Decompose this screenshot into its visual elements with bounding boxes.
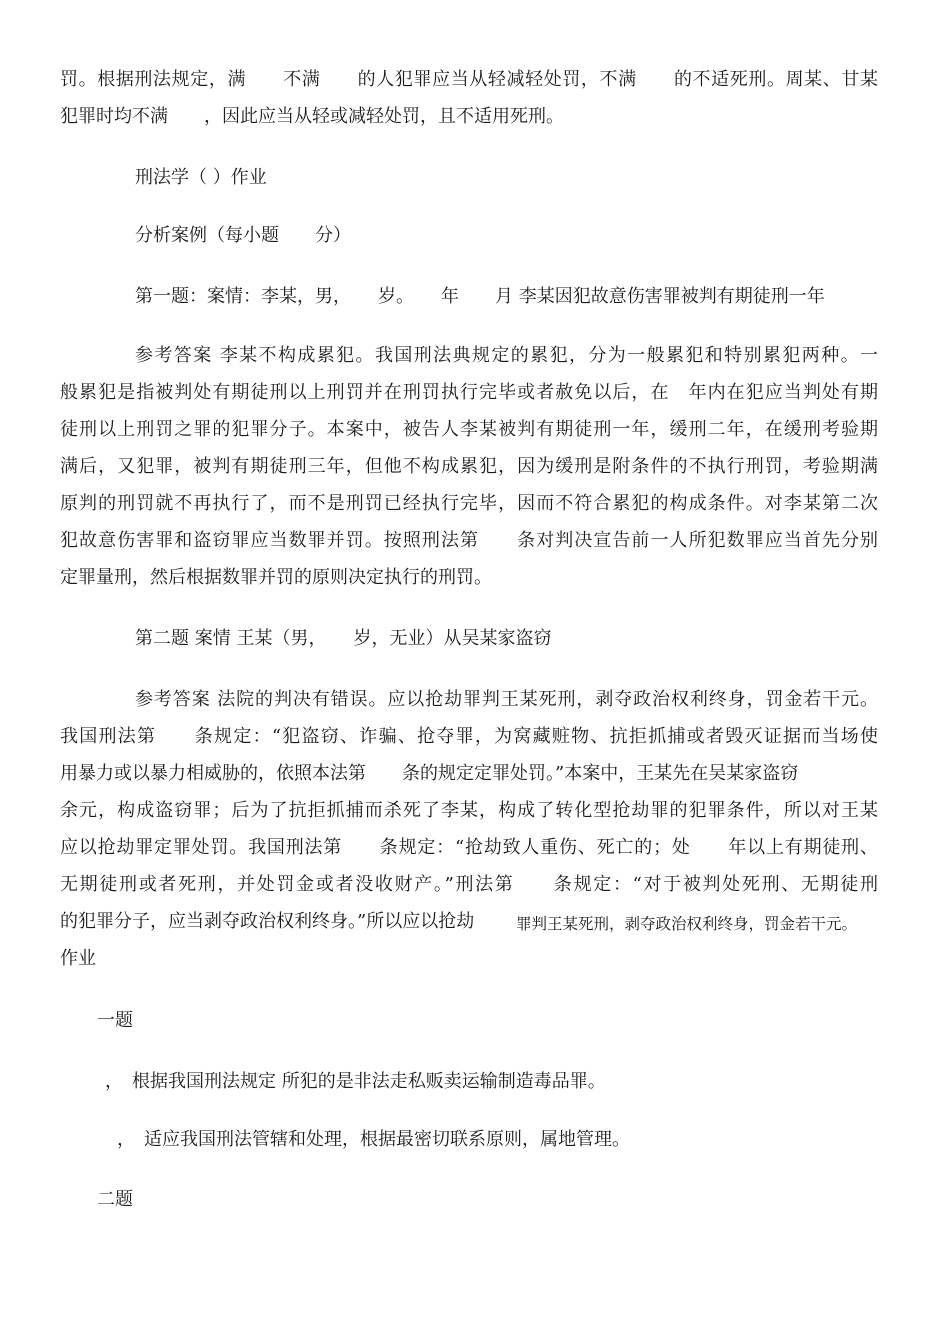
text-line: 徒刑以上刑罚之罪的犯罪分子。本案中，被告人李某被判有期徒刑一年，缓刑二年，在缓刑考验期 (60, 419, 878, 440)
text-line: 参考答案 李某不构成累犯。我国刑法典规定的累犯，分为一般累犯和特别累犯两种。一 (135, 345, 878, 366)
section-subtitle: 分析案例（每小题 分） (135, 225, 351, 246)
text-line: 无期徒刑或者死刑，并处罚金或者没收财产。”刑法第 条规定：“对于被判处死刑、无期徒刑 (60, 874, 878, 895)
text-line: 定罪量刑，然后根据数罪并罚的原则决定执行的刑罚。 (60, 567, 492, 588)
question-heading: 第二题 案情 王某（男， 岁，无业）从吴某家盗窃 (135, 628, 552, 649)
text-line: 作业 (60, 948, 96, 969)
text-line: 用暴力或以暴力相威胁的，依照本法第 条的规定定罪处罚。”本案中，王某先在吴某家盗窃 (60, 763, 799, 784)
answer-item: ， 根据我国刑法规定 所犯的是非法走私贩卖运输制造毒品罪。 (105, 1071, 606, 1092)
text-line: 原判的刑罚就不再执行了，而不是刑罚已经执行完毕，因而不符合累犯的构成条件。对李某第二次 (60, 493, 878, 514)
text-line: 的犯罪分子，应当剥夺政治权利终身。”所以应以抢劫 (60, 911, 475, 932)
text-line: 犯罪时均不满 ，因此应当从轻或减轻处罚，且不适用死刑。 (60, 106, 564, 127)
section-heading: 二题 (97, 1189, 133, 1210)
text-line: 般累犯是指被判处有期徒刑以上刑罚并在刑罚执行完毕或者赦免以后，在 年内在犯应当判处有期 (60, 382, 878, 403)
text-line: 我国刑法第 条规定：“犯盗窃、诈骗、抢夺罪，为窝藏赃物、抗拒抓捕或者毁灭证据而当场使 (60, 726, 878, 747)
text-line: 犯故意伤害罪和盗窃罪应当数罪并罚。按照刑法第 条对判决宣告前一人所犯数罪应当首先分别 (60, 530, 878, 551)
answer-item: ， 适应我国刑法管辖和处理，根据最密切联系原则，属地管理。 (117, 1129, 630, 1150)
text-line: 罚。根据刑法规定，满 不满 的人犯罪应当从轻减轻处罚，不满 的不适死刑。周某、甘某 (60, 69, 878, 90)
text-line-small: 罪判王某死刑，剥夺政治权利终身，罚金若干元。 (516, 915, 858, 933)
text-line: 满后，又犯罪，被判有期徒刑三年，但他不构成累犯，因为缓刑是附条件的不执行刑罚，考验期满 (60, 456, 878, 477)
section-title: 刑法学（ ）作业 (135, 167, 267, 188)
question-heading: 第一题：案情：李某，男， 岁。 年 月 李某因犯故意伤害罪被判有期徒刑一年 (135, 286, 825, 307)
text-line: 余元，构成盗窃罪；后为了抗拒抓捕而杀死了李某，构成了转化型抢劫罪的犯罪条件，所以对王某 (60, 800, 878, 821)
text-line: 应以抢劫罪定罪处罚。我国刑法第 条规定：“抢劫致人重伤、死亡的；处 年以上有期徒刑、 (60, 837, 878, 858)
text-line: 参考答案 法院的判决有错误。应以抢劫罪判王某死刑，剥夺政治权利终身，罚金若干元。 (135, 689, 878, 710)
section-heading: 一题 (97, 1010, 133, 1031)
